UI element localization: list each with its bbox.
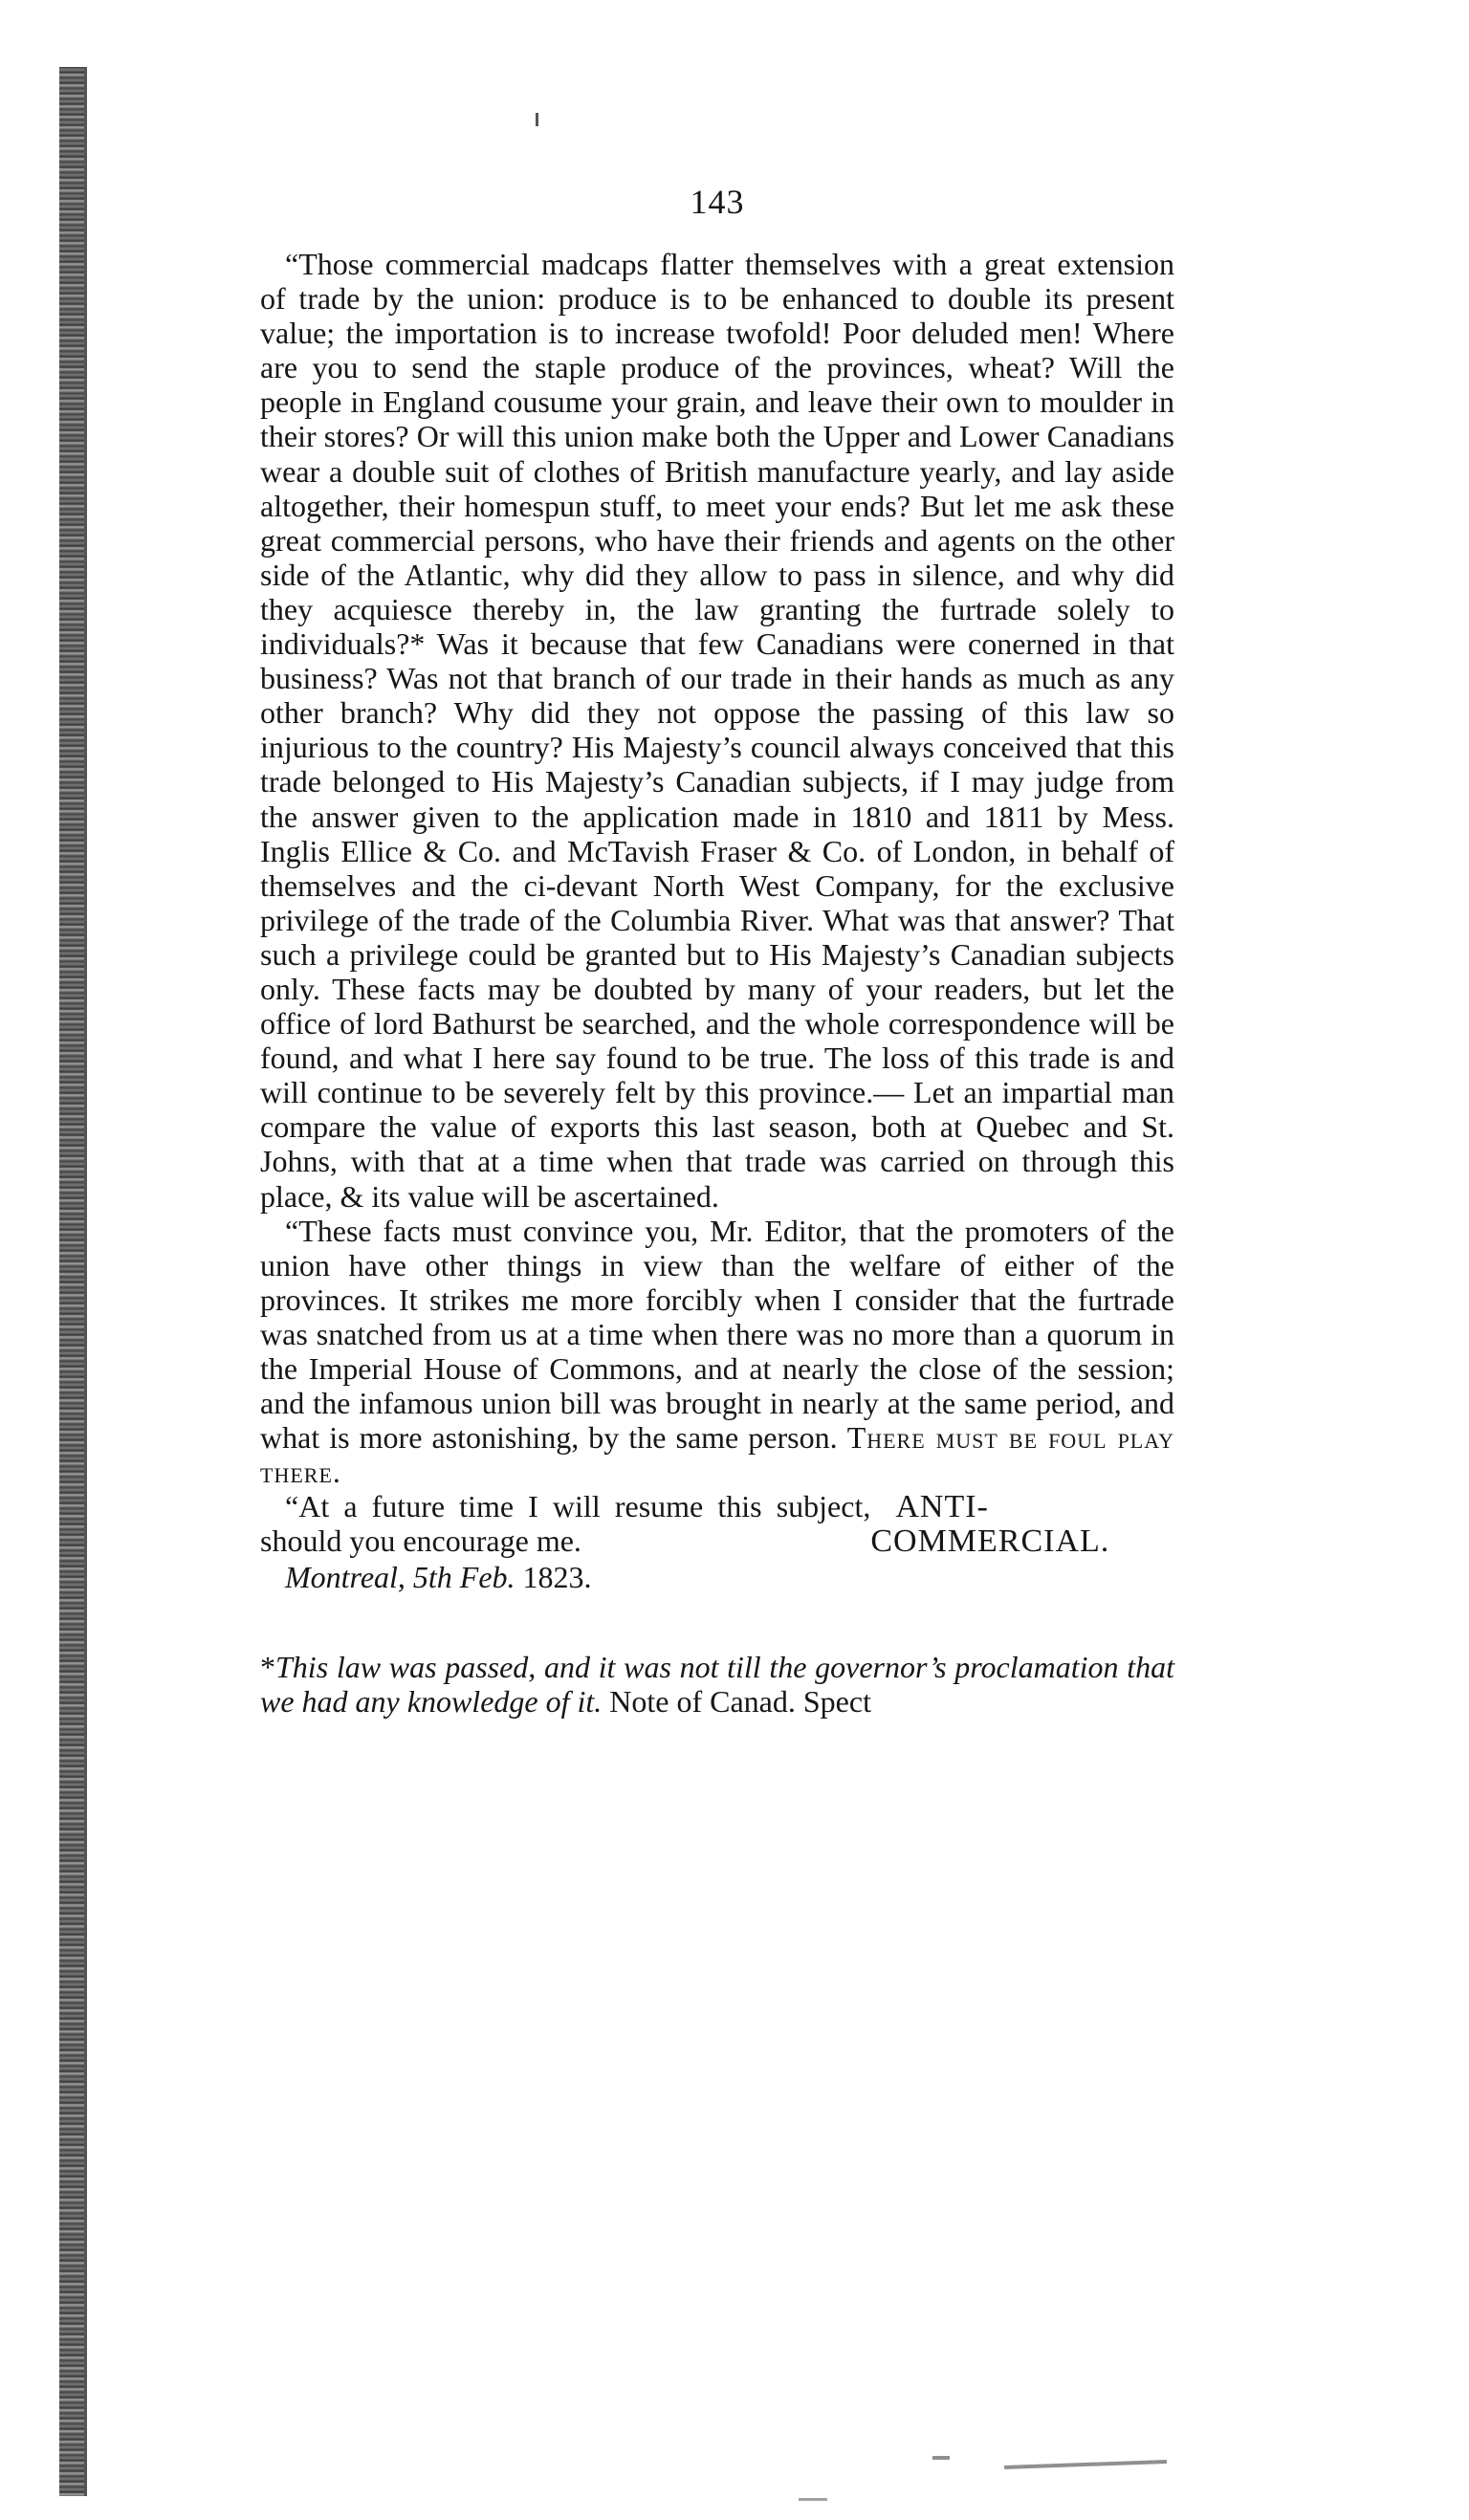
footnote-text: This law was passed, and it was not till the governor’s proclamation that we had any knowledge of it. [260, 1649, 1174, 1719]
binding-shadow [84, 67, 87, 2496]
print-speck [536, 113, 538, 126]
paragraph-2-emphasis: There must be foul play there. [260, 1420, 1175, 1490]
closing-line [260, 1489, 1174, 1559]
paragraph-2 [260, 1214, 1174, 1490]
dateline-place: Montreal, 5th Feb. [285, 1559, 515, 1594]
footnote-source: Note of Canad. Spect [609, 1683, 871, 1719]
print-smudge [799, 2498, 827, 2501]
signature: ANTI-COMMERCIAL. [870, 1489, 1110, 1560]
page-number: 143 [690, 183, 745, 221]
paragraph-1: “Those commercial madcaps flatter themselves with a great extension of trade by the union: produce is to be enhanced to double its present value; the importation is to increase twofold! Poor deluded men! Where are you to send the staple produce of the provinces, wheat? Will the people in England cousume your grain, and leave their own to moulder in their stores? Or will this union make both the Upper and Lower Canadians wear a double suit of clothes of British manufacture yearly, and lay aside altogether, their homespun stuff, to meet your ends? But let me ask these great commercial persons, who have their friends and agents on the other side of the Atlantic, why did they allow to pass in silence, and why did they acquiesce thereby in, the law granting the furtrade solely to individuals?* Was it because that few Canadians were conerned in that business? Was not that branch of our trade in their hands as much as any other branch? Why did they not oppose the passing of this law so injurious to the country? His Majesty’s council always conceived that this trade belonged to His Majesty’s Canadian subjects, if I may judge from the answer given to the application made in 1810 and 1811 by Mess. Inglis Ellice & Co. and McTavish Fraser & Co. of London, in behalf of themselves and the ci-devant North West Company, for the exclusive privilege of the trade of the Columbia River. What was that answer? That such a privilege could be granted but to His Majesty’s Canadian subjects only. These facts may be doubted by many of your readers, but let the office of lord Bathurst be searched, and the whole correspondence will be found, and what I here say found to be true. The loss of this trade is and will continue to be severely felt by this province.— Let an impartial man compare the value of exports this last season, both at Quebec and St. Johns, with that at a time when that trade was carried on through this place, & its value will be ascertained. [260, 247, 1174, 1214]
paragraph-2-text: “These facts must convince you, Mr. Editor, that the promoters of the union have other things in view than the welfare of either of the provinces. It strikes me more forcibly when I consider that the furtrade was snatched from us at a time when there was no more than a quorum in the Imperial House of Commons, and at nearly the close of the session; and the infamous union bill was brought in nearly at the same period, and what is more astonishing, by the same person. [260, 1213, 1174, 1456]
print-smudge [1004, 2460, 1167, 2469]
print-smudge [932, 2456, 950, 2460]
book-binding-edge [59, 67, 84, 2496]
footnote-mark: * [260, 1649, 275, 1684]
dateline-year: 1823. [522, 1559, 592, 1594]
dateline [285, 1560, 1174, 1594]
footnote [260, 1650, 1174, 1719]
book-page [260, 182, 1174, 1719]
closing-text: “At a future time I will resume this subject, should you encourage me. [260, 1489, 871, 1559]
body-text [260, 247, 1174, 1594]
closing-block [260, 1489, 1174, 1559]
